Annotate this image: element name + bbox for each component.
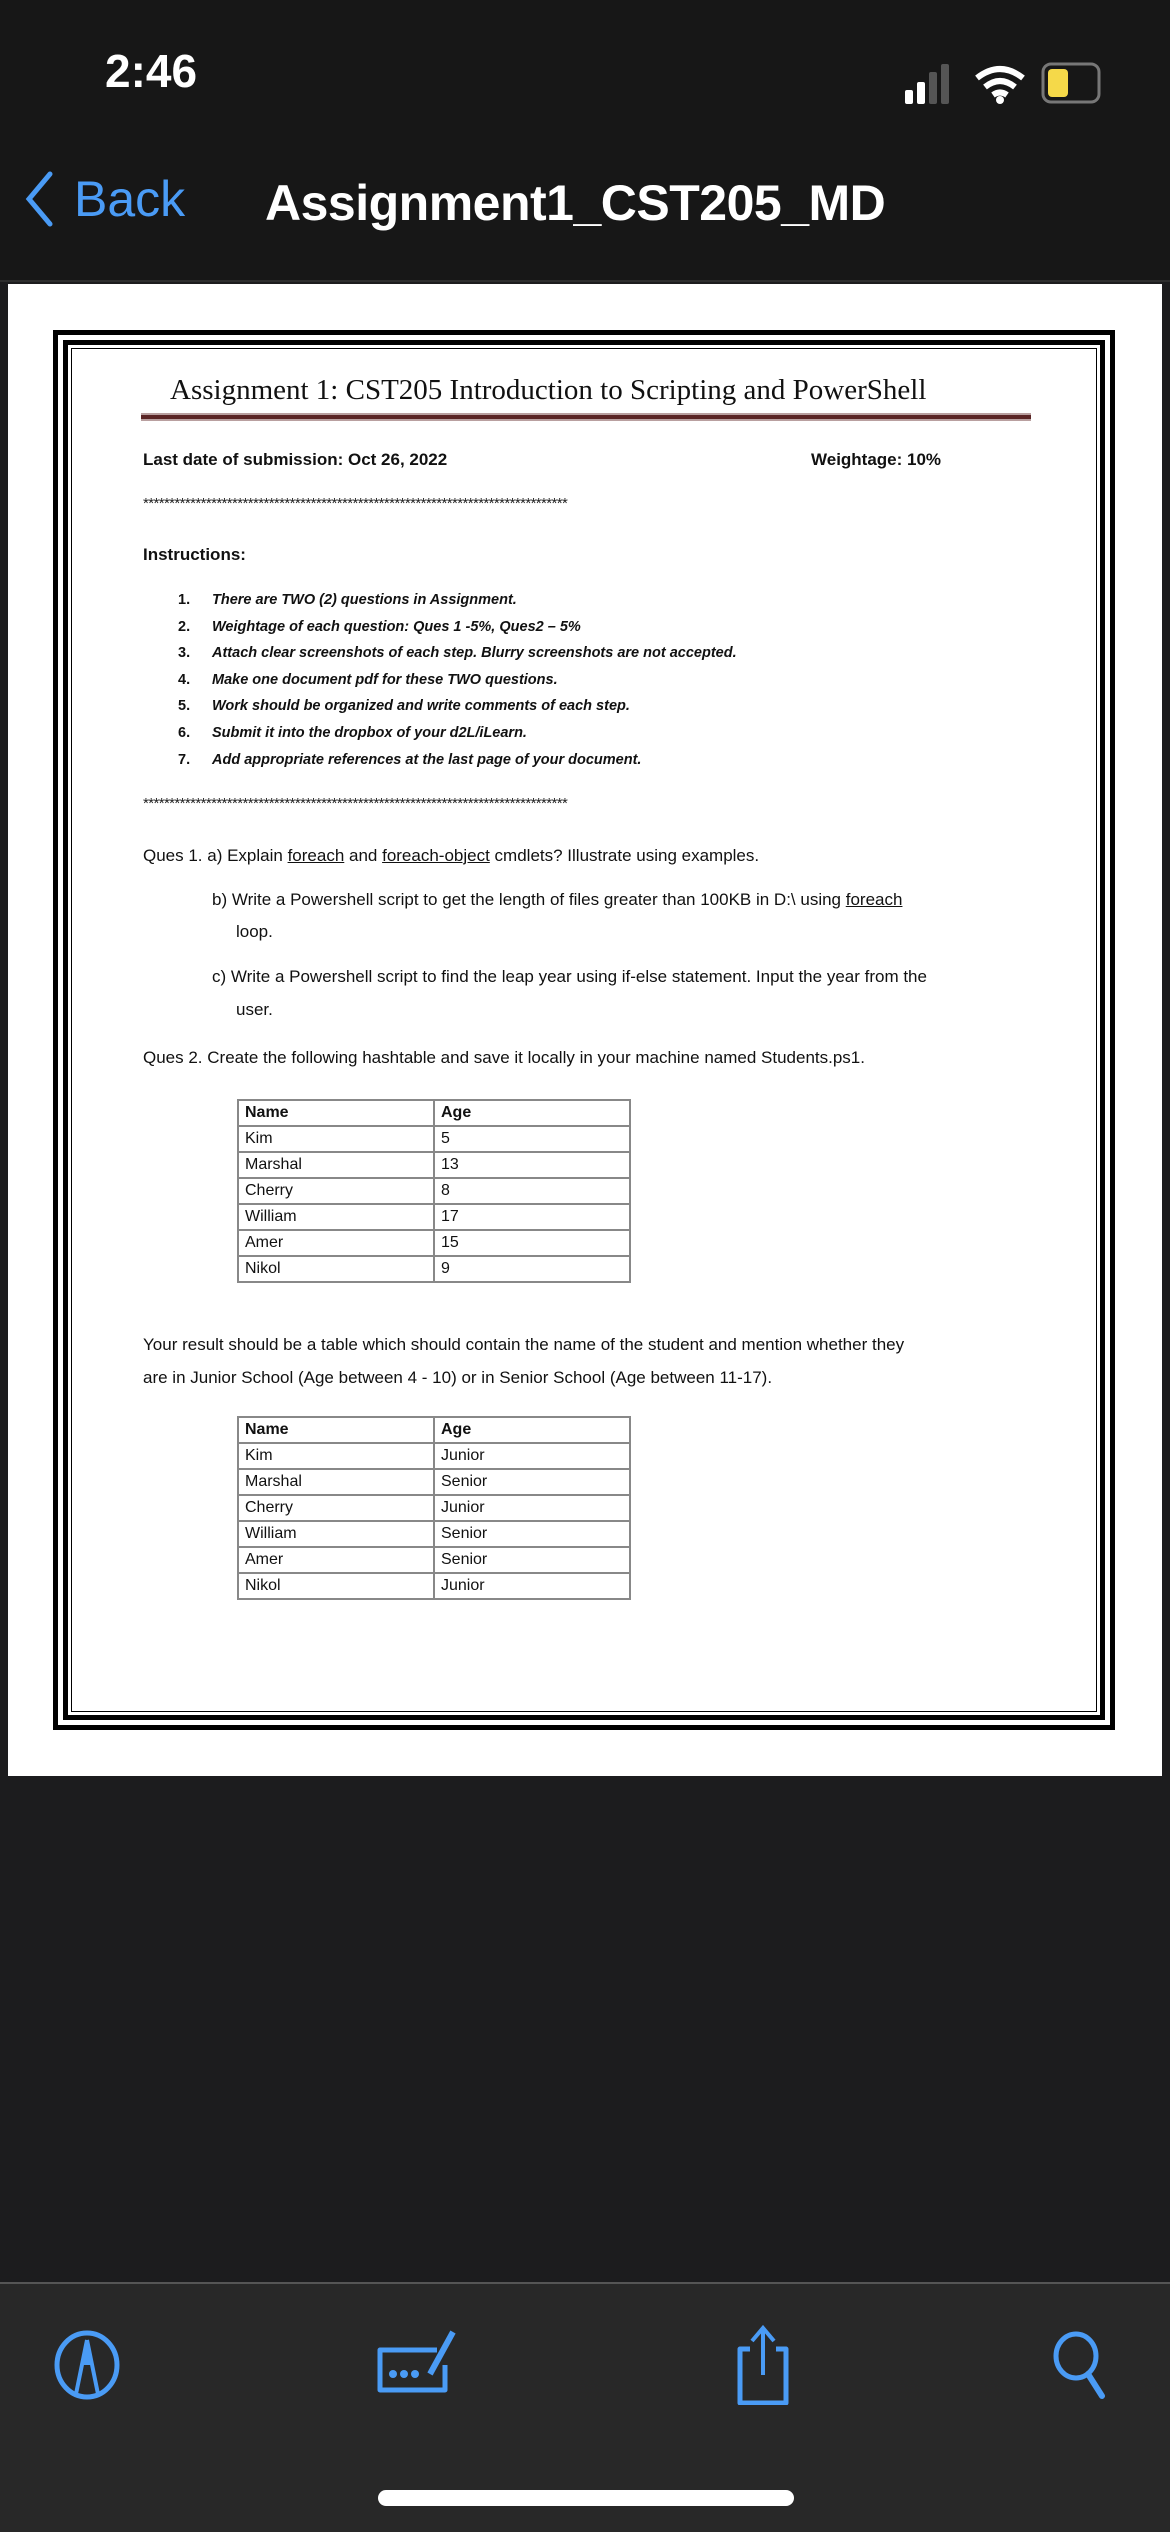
underlined-term: foreach	[845, 890, 903, 909]
table-cell: Amer	[238, 1547, 434, 1573]
result-table	[237, 1416, 631, 1600]
table-row	[238, 1469, 630, 1495]
instructions-label: Instructions:	[143, 545, 246, 564]
list-text: Work should be organized and write comments of each step.	[212, 698, 630, 715]
question-2: Ques 2. Create the following hashtable and save it locally in your machine named Students.ps1.	[143, 1048, 865, 1067]
table-cell: Amer	[238, 1230, 434, 1256]
table-cell: 9	[434, 1256, 630, 1282]
table-cell: Cherry	[238, 1495, 434, 1521]
list-text: Weightage of each question: Ques 1 -5%, Ques2 – 5%	[212, 618, 581, 635]
text-span: b) Write a Powershell script to get the length of files greater than 100KB in D:\ using	[212, 890, 846, 909]
header	[0, 0, 1170, 282]
text-span: and	[344, 846, 383, 865]
table-header-row	[238, 1100, 630, 1126]
search-icon[interactable]	[1048, 2330, 1118, 2400]
list-item	[178, 725, 737, 752]
table-cell: Age	[434, 1417, 630, 1443]
list-number: 5.	[178, 698, 191, 715]
question-1c: c) Write a Powershell script to find the leap year using if-else statement. Input the year from the	[212, 967, 927, 986]
table-cell: Marshal	[238, 1469, 434, 1495]
underlined-term: foreach	[287, 846, 345, 865]
list-number: 6.	[178, 724, 191, 741]
table-row	[238, 1443, 630, 1469]
list-number: 1.	[178, 592, 191, 608]
text-span: cmdlets? Illustrate using examples.	[489, 846, 760, 865]
table-row	[238, 1521, 630, 1547]
list-number: 7.	[178, 751, 191, 768]
table-cell: Senior	[434, 1547, 630, 1573]
table-cell: Senior	[434, 1521, 630, 1547]
table-cell: Name	[238, 1417, 434, 1443]
list-text: Add appropriate references at the last page of your document.	[212, 751, 642, 768]
underlined-term: foreach-object	[382, 846, 490, 865]
back-button[interactable]	[24, 170, 185, 228]
table-cell: 15	[434, 1230, 630, 1256]
table-cell: 17	[434, 1204, 630, 1230]
list-number: 4.	[178, 671, 191, 688]
table-cell: 5	[434, 1126, 630, 1152]
table-cell: Nikol	[238, 1256, 434, 1282]
question-1a	[143, 846, 759, 866]
title-rule	[141, 413, 1031, 421]
signal-icon	[905, 64, 949, 104]
question-1b-cont: loop.	[236, 922, 273, 941]
home-indicator[interactable]	[378, 2490, 794, 2506]
list-item	[178, 698, 737, 725]
list-item	[178, 672, 737, 699]
markup-icon[interactable]	[52, 2330, 122, 2400]
battery-icon	[1043, 64, 1099, 102]
list-item	[178, 752, 737, 779]
table-cell: Nikol	[238, 1573, 434, 1599]
list-text: Attach clear screenshots of each step. Blurry screenshots are not accepted.	[212, 645, 737, 662]
table-row	[238, 1126, 630, 1152]
table-cell: Age	[434, 1100, 630, 1126]
separator-stars: *********************************************************************************	[143, 495, 568, 512]
table-cell: 13	[434, 1152, 630, 1178]
table-row	[238, 1230, 630, 1256]
instructions-list	[178, 592, 737, 778]
weightage: Weightage: 10%	[811, 450, 942, 469]
table-cell: 8	[434, 1178, 630, 1204]
status-icons	[905, 62, 1105, 104]
table-cell: Junior	[434, 1443, 630, 1469]
signature-icon[interactable]	[375, 2330, 475, 2400]
table-cell: Marshal	[238, 1152, 434, 1178]
table-row	[238, 1178, 630, 1204]
list-number: 2.	[178, 618, 191, 635]
document-title: Assignment1_CST205_MD	[265, 175, 886, 231]
last-date: Last date of submission: Oct 26, 2022	[143, 450, 448, 469]
table-cell: Kim	[238, 1126, 434, 1152]
table-row	[238, 1256, 630, 1282]
table-cell: Junior	[434, 1495, 630, 1521]
separator-stars-2: *********************************************************************************	[143, 795, 568, 812]
assignment-title: Assignment 1: CST205 Introduction to Scripting and PowerShell	[170, 374, 927, 406]
wifi-icon	[977, 69, 1023, 95]
text-span: Ques 1. a) Explain	[143, 846, 288, 865]
chevron-left-icon	[24, 171, 54, 227]
question-1b	[212, 890, 902, 910]
table-row	[238, 1152, 630, 1178]
table-cell: William	[238, 1204, 434, 1230]
share-icon[interactable]	[728, 2325, 798, 2405]
list-text: Make one document pdf for these TWO questions.	[212, 671, 558, 688]
result-text: Your result should be a table which should contain the name of the student and mention whether they	[143, 1335, 905, 1354]
list-item	[178, 592, 737, 619]
table-row	[238, 1495, 630, 1521]
table-row	[238, 1573, 630, 1599]
status-time: 2:46	[105, 45, 198, 97]
hashtable-input	[237, 1099, 631, 1283]
table-header-row	[238, 1417, 630, 1443]
table-cell: Name	[238, 1100, 434, 1126]
list-text: Submit it into the dropbox of your d2L/iLearn.	[212, 724, 527, 741]
result-text-2: are in Junior School (Age between 4 - 10) or in Senior School (Age between 11-17).	[143, 1368, 773, 1387]
table-cell: Junior	[434, 1573, 630, 1599]
list-item	[178, 619, 737, 646]
table-row	[238, 1547, 630, 1573]
back-label: Back	[74, 171, 186, 227]
list-text: There are TWO (2) questions in Assignment.	[212, 592, 517, 608]
question-1c-cont: user.	[236, 1000, 273, 1019]
table-row	[238, 1204, 630, 1230]
table-cell: Kim	[238, 1443, 434, 1469]
table-cell: Cherry	[238, 1178, 434, 1204]
table-cell: Senior	[434, 1469, 630, 1495]
list-item	[178, 645, 737, 672]
table-cell: William	[238, 1521, 434, 1547]
list-number: 3.	[178, 645, 191, 662]
